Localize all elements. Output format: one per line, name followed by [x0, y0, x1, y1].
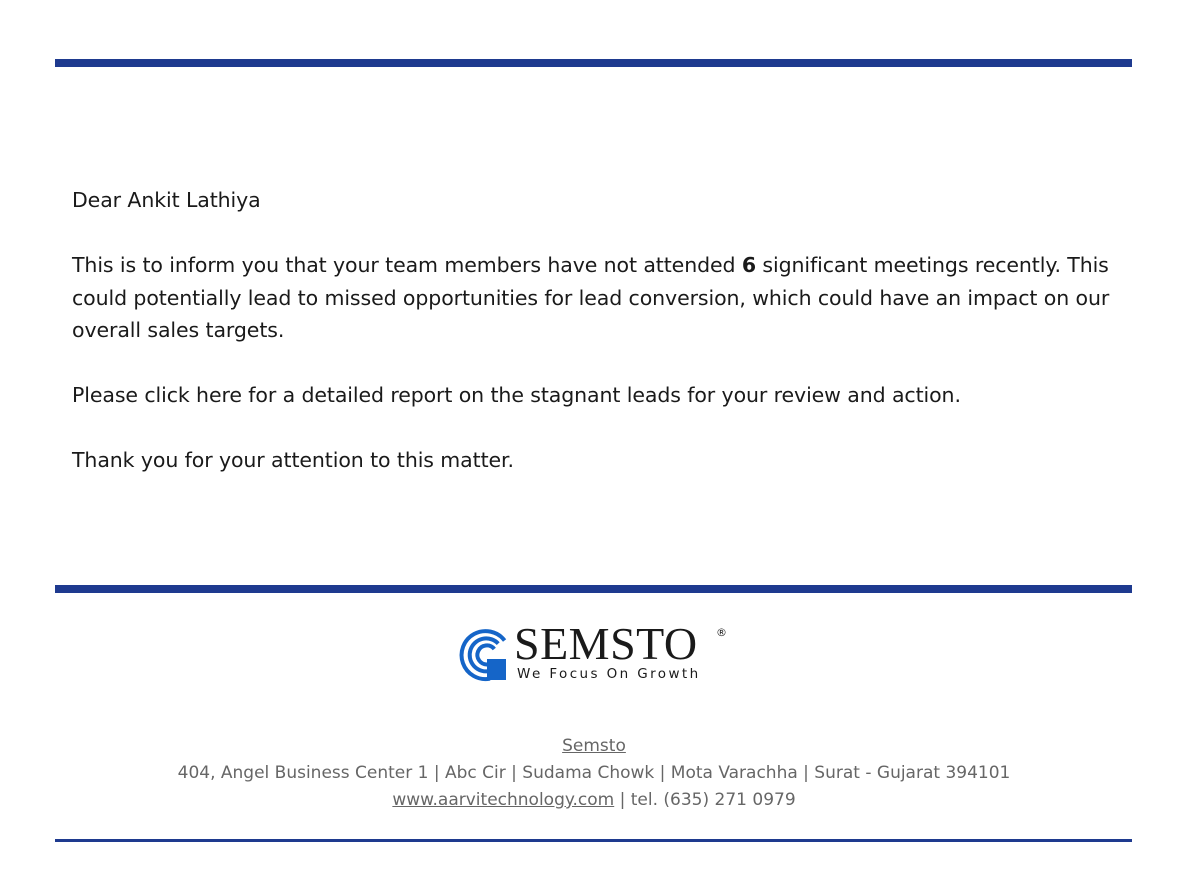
missed-meetings-count: 6 [741, 253, 757, 277]
semsto-logo [458, 618, 733, 684]
footer-company [0, 733, 1188, 760]
middle-divider [55, 585, 1132, 593]
website-link[interactable]: www.aarvitechnology.com [392, 790, 615, 810]
phone-number: | tel. (635) 271 0979 [614, 790, 796, 810]
paragraph-meetings-end: significant meetings recently. This could potentially lead to missed opportunities for lead conversion, which could have an impact on our overall sales targets. [72, 253, 1110, 342]
logo-wordmark: SEMSTO [514, 618, 698, 669]
bottom-divider [55, 839, 1132, 842]
greeting: Dear Ankit Lathiya [72, 188, 261, 212]
paragraph-report[interactable]: Please click here for a detailed report on the stagnant leads for your review and action. [72, 383, 961, 407]
paragraph-meetings [72, 249, 1122, 347]
top-divider [55, 59, 1132, 67]
logo-tagline: We Focus On Growth [517, 666, 701, 682]
footer-address: 404, Angel Business Center 1 | Abc Cir | Sudama Chowk | Mota Varachha | Surat - Gujarat 394101 [177, 763, 1011, 783]
paragraph-meetings-start: This is to inform you that your team members have not attended [72, 253, 742, 277]
company-link[interactable]: Semsto [562, 736, 626, 756]
footer-contact [0, 787, 1188, 814]
letter-body [72, 184, 1122, 509]
registered-mark: ® [716, 626, 727, 639]
closing-line: Thank you for your attention to this matter. [72, 448, 514, 472]
logo-mark-icon [458, 626, 514, 682]
